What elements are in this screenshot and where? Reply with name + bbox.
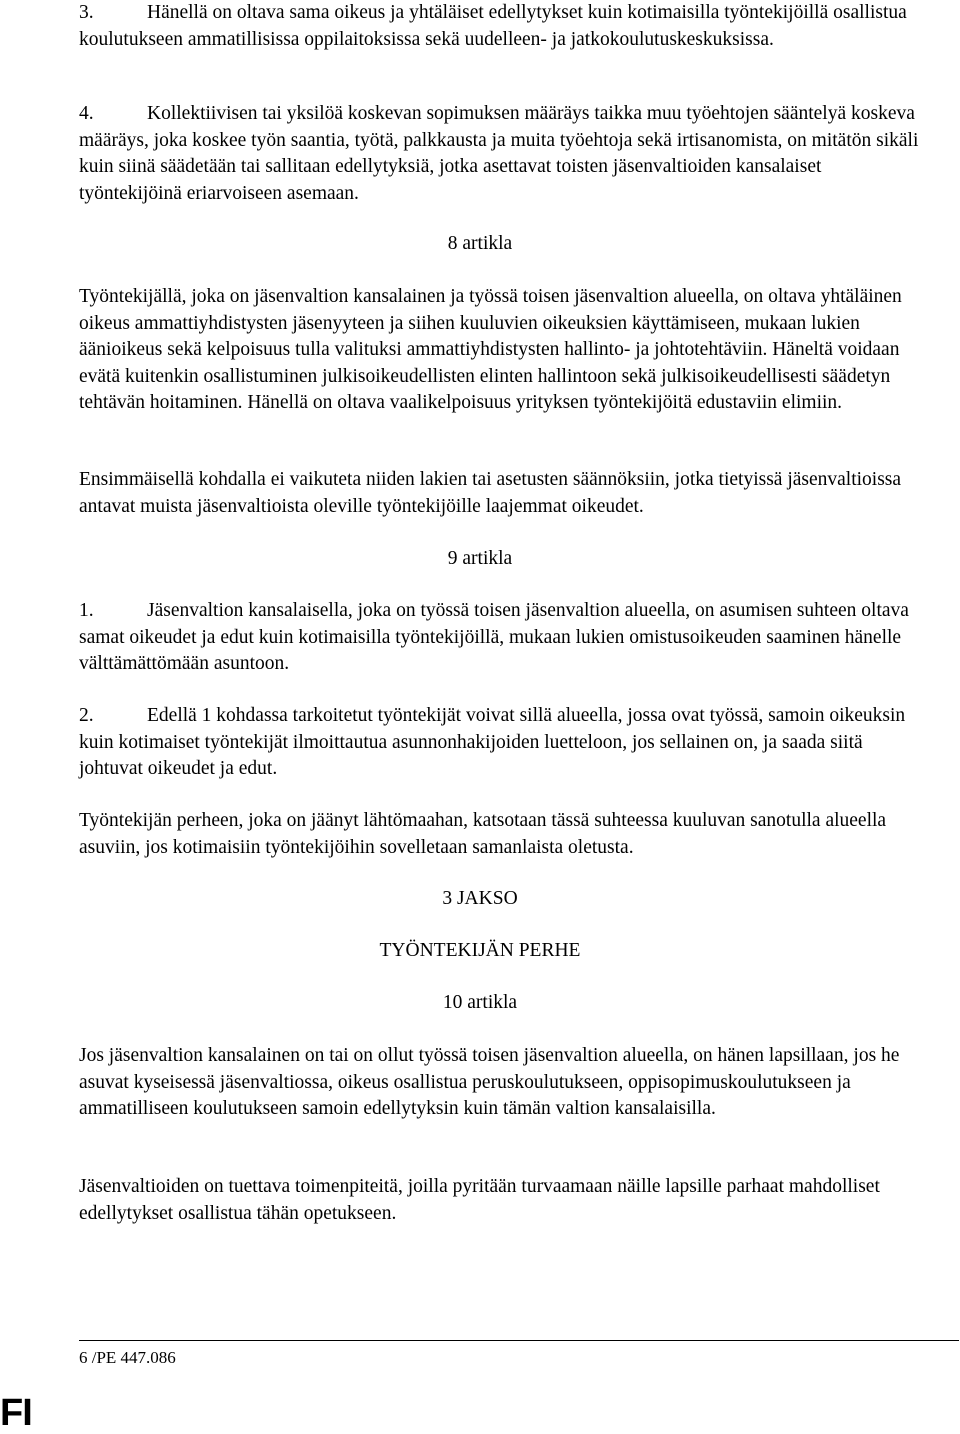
article-10-paragraph-1: Jos jäsenvaltion kansalainen on tai on ollut työssä toisen jäsenvaltion alueella, on hänen lapsillaan, jos he asuvat kyseisessä jäsenvaltiossa, oikeus osallistua peruskoulutukseen, oppisopimuskoulutukseen ja ammatilliseen koulutukseen samoin edellytyksin kuin tämän valtion kansalaisilla. [79, 1045, 900, 1119]
list-number: 4. [79, 103, 94, 124]
article-10-paragraph-2: Jäsenvaltioiden on tuettava toimenpiteitä, joilla pyritään turvaamaan näille lapsille parhaat mahdolliset edellytykset osallistua tähän opetukseen. [79, 1176, 880, 1224]
article-9-heading: 9 artikla [447, 548, 513, 569]
article-9-item-1 [79, 598, 929, 678]
language-code: FI [0, 1392, 32, 1434]
list-text: Edellä 1 kohdassa tarkoitetut työntekijät voivat sillä alueella, jossa ovat työssä, samoin oikeuksin kuin kotimaiset työntekijät ilmoittautua asunnonhakijoiden luetteloon, jos sellainen on, ja saada siitä johtuvat oikeudet ja edut. [79, 705, 906, 779]
list-item-4 [79, 101, 929, 207]
list-text: Hänellä on oltava sama oikeus ja yhtäläiset edellytykset kuin kotimaisilla työntekijöillä osallistua koulutukseen ammatillisissa oppilaitoksissa sekä uudelleen- ja jatkokoulutuskeskuksissa. [79, 2, 907, 50]
article-10-heading: 10 artikla [442, 992, 518, 1013]
article-9-paragraph-3: Työntekijän perheen, joka on jäänyt lähtömaahan, katsotaan tässä suhteessa kuuluvan sanotulla alueella asuviin, jos kotimaisiin työntekijöihin sovelletaan samanlaista oletusta. [79, 810, 887, 858]
footer-divider [79, 1340, 959, 1341]
list-text: Jäsenvaltion kansalaisella, joka on työssä toisen jäsenvaltion alueella, on asumisen suhteen oltava samat oikeudet ja edut kuin kotimaisilla työntekijöillä, mukaan lukien omistusoikeuden saaminen hänelle välttämättömään asuntoon. [79, 600, 909, 674]
list-number: 2. [79, 705, 94, 726]
article-8-paragraph-1: Työntekijällä, joka on jäsenvaltion kansalainen ja työssä toisen jäsenvaltion alueella, on oltava yhtäläinen oikeus ammattiyhdistysten jäsenyyteen ja siihen kuuluvien oikeuksien käyttämiseen, mukaan lukien äänioikeus sekä kelpoisuus tulla valituksi ammattiyhdistysten hallinto- ja johtotehtäviin. Häneltä voidaan evätä kuitenkin osallistuminen julkisoikeudellisten elinten hallintoon sekä julkisoikeudellisesti säädetyn tehtävän hoitaminen. Hänellä on oltava vaalikelpoisuus yrityksen työntekijöitä edustaviin elimiin. [79, 286, 902, 413]
list-number: 3. [79, 2, 94, 23]
list-item-3 [79, 0, 929, 53]
page-reference: 6 /PE 447.086 [79, 1348, 176, 1367]
section-3-subtitle: TYÖNTEKIJÄN PERHE [379, 940, 581, 961]
list-text: Kollektiivisen tai yksilöä koskevan sopimuksen määräys taikka muu työehtojen sääntelyä koskeva määräys, joka koskee työn saantia, työtä, palkkausta ja muita työehtoja sekä irtisanomista, on mitätön sikäli kuin siinä säädetään tai sallitaan edellytyksiä, jotka asettavat toisten jäsenvaltioiden kansalaiset työntekijöinä eriarvoiseen asemaan. [79, 103, 919, 204]
article-8-paragraph-2: Ensimmäisellä kohdalla ei vaikuteta niiden lakien tai asetusten säännöksiin, jotka tietyissä jäsenvaltioissa antavat muista jäsenvaltioista oleville työntekijöille laajemmat oikeudet. [79, 469, 902, 517]
article-8-heading: 8 artikla [447, 233, 513, 254]
list-number: 1. [79, 600, 94, 621]
article-9-item-2 [79, 703, 929, 783]
section-3-title: 3 JAKSO [442, 888, 518, 909]
